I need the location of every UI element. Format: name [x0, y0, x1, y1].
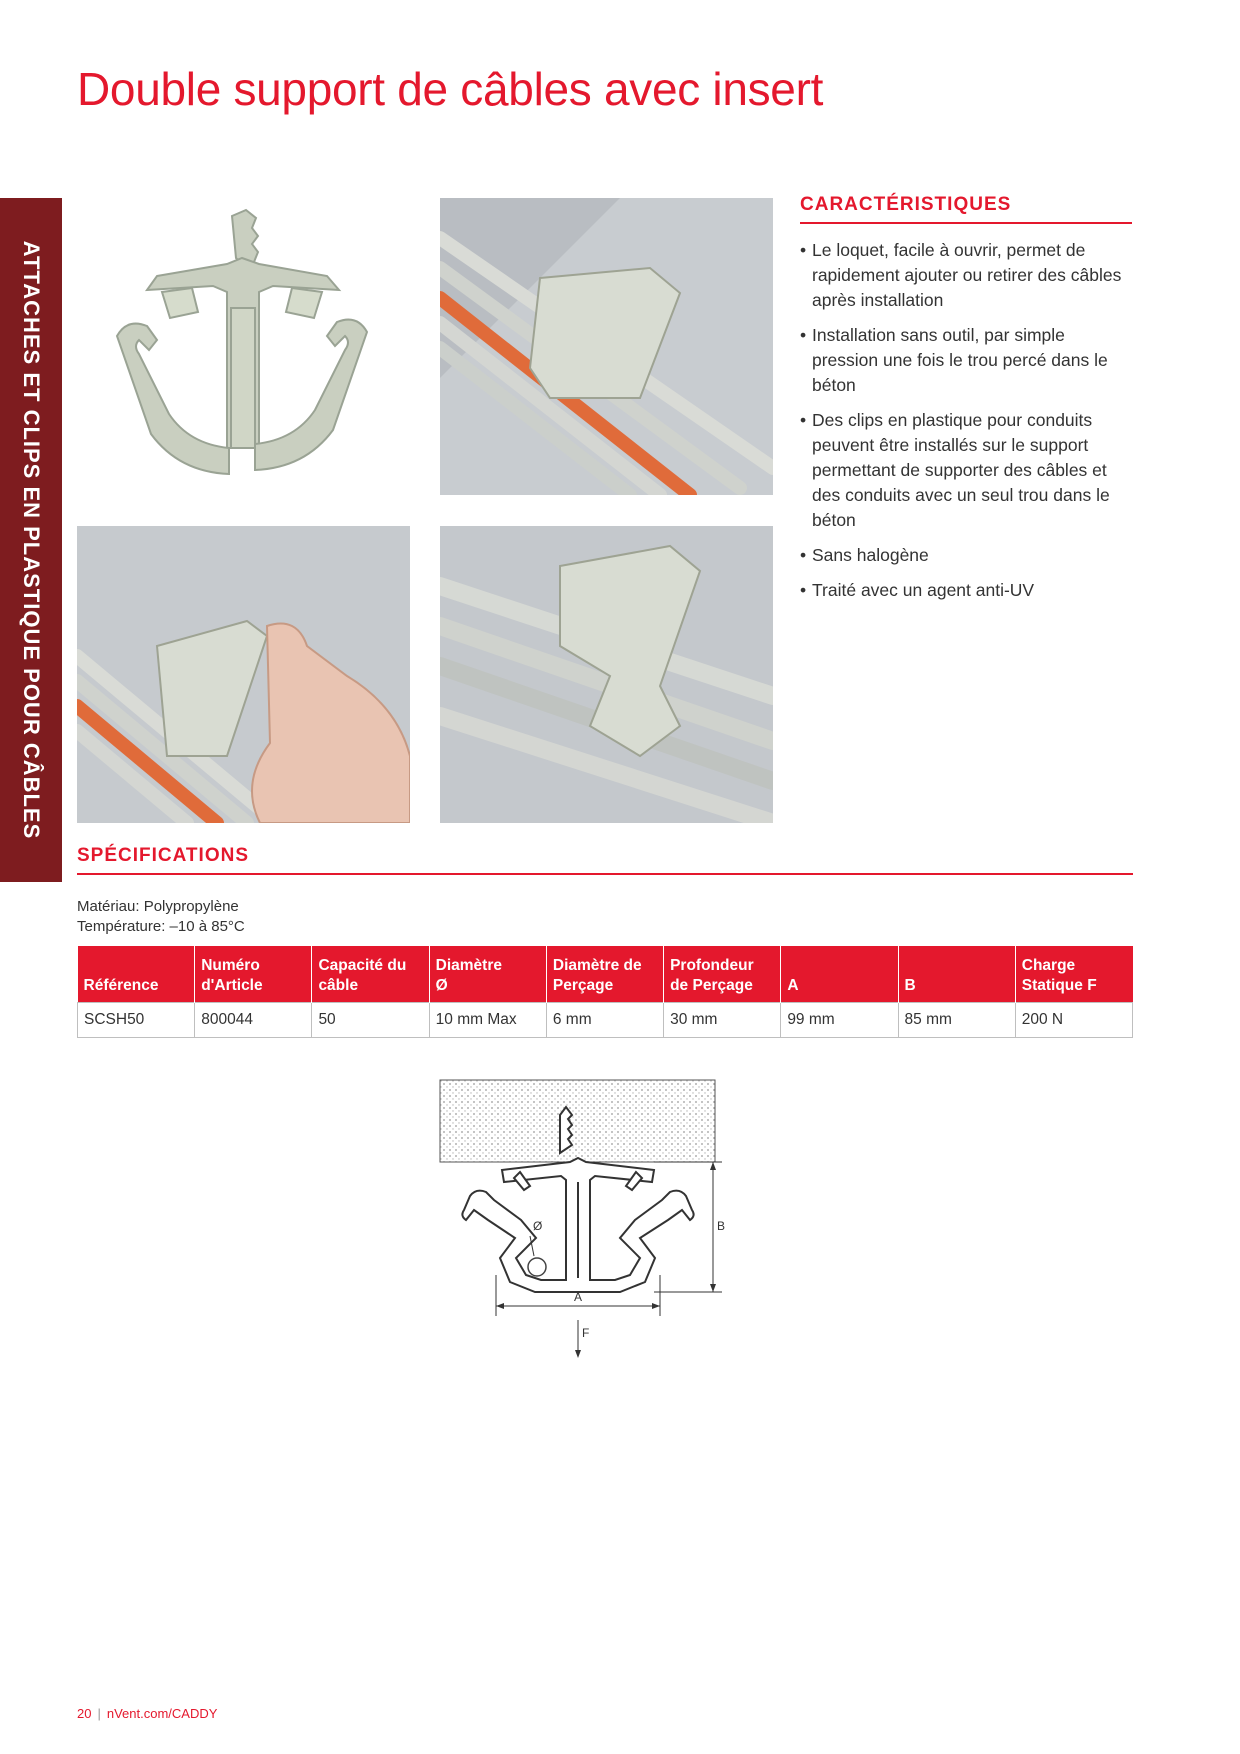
header-a: A	[781, 946, 898, 1003]
temperature-line: Température: –10 à 85°C	[77, 918, 245, 935]
header-article-number: Numéro d'Article	[195, 946, 312, 1003]
material-line: Matériau: Polypropylène	[77, 898, 239, 915]
header-drill-diameter: Diamètre de Perçage	[546, 946, 663, 1003]
installed-photo-1	[440, 198, 773, 495]
cell-article-number: 800044	[195, 1003, 312, 1038]
product-photo-installed-1	[440, 198, 773, 495]
feature-item: • Des clips en plastique pour conduits peuvent être installés sur le support permettant de supporter des câbles et des conduits avec un seul trou dans le béton	[800, 408, 1132, 533]
cell-static-load: 200 N	[1015, 1003, 1132, 1038]
page-number: 20	[77, 1706, 92, 1721]
page-title: Double support de câbles avec insert	[77, 63, 824, 115]
concrete-block	[440, 1080, 715, 1162]
dimension-diagram	[430, 1070, 760, 1370]
header-cable-capacity: Capacité du câble	[312, 946, 429, 1003]
header-reference: Référence	[78, 946, 195, 1003]
feature-item: • Le loquet, facile à ouvrir, permet de rapidement ajouter ou retirer des câbles après installation	[800, 238, 1132, 313]
cell-a: 99 mm	[781, 1003, 898, 1038]
table-header-row	[78, 946, 1133, 1003]
header-static-load: Charge Statique F	[1015, 946, 1132, 1003]
load-f-label: F	[582, 1326, 590, 1340]
header-drill-depth: Profondeur de Perçage	[664, 946, 781, 1003]
features-list	[800, 238, 1132, 603]
clip-illustration	[77, 198, 410, 494]
cell-b: 85 mm	[898, 1003, 1015, 1038]
features-section	[800, 194, 1132, 613]
specifications-table	[77, 946, 1133, 1038]
cell-drill-diameter: 6 mm	[546, 1003, 663, 1038]
page-footer: 20 | nVent.com/CADDY	[77, 1706, 218, 1721]
hand-photo	[77, 526, 410, 823]
header-diameter: Diamètre Ø	[429, 946, 546, 1003]
section-side-tab	[0, 198, 62, 882]
cell-reference: SCSH50	[78, 1003, 195, 1038]
specifications-heading: SPÉCIFICATIONS	[77, 845, 1133, 875]
specifications-section	[77, 845, 1133, 937]
side-tab-label: ATTACHES ET CLIPS EN PLASTIQUE POUR CÂBLES	[19, 240, 44, 840]
cell-cable-capacity: 50	[312, 1003, 429, 1038]
product-photo-clip	[77, 198, 410, 494]
product-photo-installed-2	[440, 526, 773, 823]
dimension-arrows	[496, 1162, 716, 1358]
cable-circle	[528, 1258, 546, 1276]
cell-drill-depth: 30 mm	[664, 1003, 781, 1038]
installed-photo-2	[440, 526, 773, 823]
header-b: B	[898, 946, 1015, 1003]
feature-item: • Sans halogène	[800, 543, 1132, 568]
product-photo-hand	[77, 526, 410, 823]
dimension-lines	[496, 1162, 722, 1352]
features-heading: CARACTÉRISTIQUES	[800, 194, 1132, 224]
feature-item: • Installation sans outil, par simple pression une fois le trou percé dans le béton	[800, 323, 1132, 398]
table-row	[78, 1003, 1133, 1038]
cell-diameter: 10 mm Max	[429, 1003, 546, 1038]
dimension-a-label: A	[574, 1290, 583, 1304]
feature-item: • Traité avec un agent anti-UV	[800, 578, 1132, 603]
diameter-label: Ø	[533, 1219, 543, 1233]
dimension-b-label: B	[717, 1219, 726, 1233]
footer-link[interactable]: nVent.com/CADDY	[106, 1706, 218, 1721]
technical-drawing	[430, 1070, 760, 1370]
